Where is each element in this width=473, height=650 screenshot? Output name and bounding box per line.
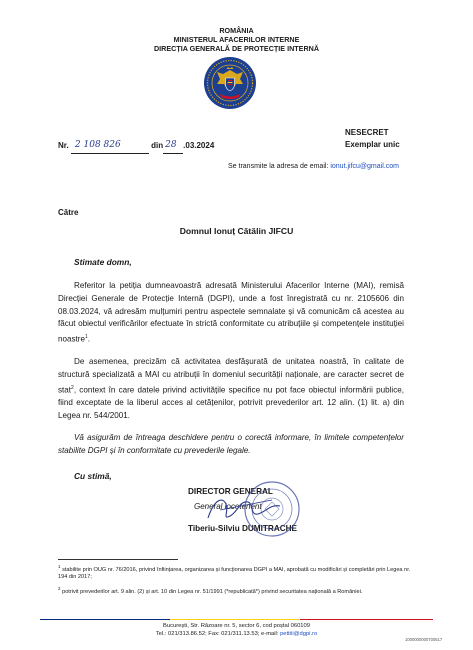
salutation: Stimate domn,	[74, 257, 132, 267]
email-link[interactable]: ionut.jifcu@gmail.com	[330, 163, 399, 170]
signatory-title: DIRECTOR GENERAL	[188, 487, 273, 496]
flag-line-yellow	[170, 619, 300, 620]
footnote-1-number: 1	[58, 564, 61, 569]
catre-label: Către	[58, 208, 79, 217]
closing: Cu stimă,	[74, 471, 112, 481]
footnote-ref-2: 2	[71, 384, 74, 391]
dgpi-crest-logo	[203, 56, 257, 110]
footnote-ref-1: 1	[85, 334, 88, 341]
din-label: din	[151, 141, 164, 150]
footer-contact	[0, 631, 473, 638]
flag-line-red	[300, 619, 433, 620]
official-stamp	[243, 480, 301, 538]
footnote-2	[58, 585, 418, 596]
classification-level: NESECRET	[345, 128, 389, 137]
footer-email-link[interactable]: petitii@dgpi.ro	[280, 631, 318, 637]
addressee-name: Domnul Ionuț Cătălin JIFCU	[179, 226, 294, 236]
paragraph-1-text: Referitor la petiția dumneavoastră adresată Ministerului Afacerilor Interne (MAI), remisă Direcției Generale de Protecție Internă (DGPI), unde a fost înregistrată cu nr. 2105606 din 08.03.2024, vă adresăm mulțumiri pentru aspectele semnalate și vă comunicăm că acestea au făcut obiectul verificărilor efectuate în strictă conformitate cu atribuțiile și competențele instituției noastre	[58, 281, 404, 344]
reference-line	[58, 141, 214, 152]
document-code: 1000000000700517	[405, 637, 443, 642]
footer-contact-text: Tel.: 021/313.86.52; Fax: 021/311.13.53; e-mail:	[155, 631, 279, 637]
header-ministry: MINISTERUL AFACERILOR INTERNE	[173, 35, 300, 44]
paragraph-2	[58, 356, 404, 423]
paragraph-1	[58, 280, 404, 347]
signatory-rank: General locotenent	[194, 502, 262, 511]
footnote-1-text: stabilite prin OUG nr. 76/2016, privind înființarea, organizarea și funcționarea DGPI a MAI, aprobată cu modificări și completări prin Legea nr. 194 din 2017;	[58, 566, 411, 581]
paragraph-2-text-a: De asemenea, precizăm că activitatea desfășurată de unitatea noastră, în calitate de structură specializată a MAI cu atribuții în domeniul securității naționale, are caracter secret de stat	[58, 357, 404, 395]
paragraph-2-text-b: , context în care datele privind activitățile specifice nu pot face obiectul informării publice, fiind exceptate de la liberul acces al cetățenilor, potrivit prevederilor art. 12 alin. (1) lit. a) din Legea nr. 544/2001.	[58, 385, 404, 420]
email-note-prefix: Se transmite la adresa de email:	[228, 163, 329, 170]
footnote-2-number: 2	[58, 586, 61, 591]
header-directorate: DIRECȚIA GENERALĂ DE PROTECȚIE INTERNĂ	[153, 44, 320, 53]
classification-copy: Exemplar unic	[345, 140, 400, 149]
paragraph-1-end: .	[87, 334, 91, 344]
email-note	[228, 163, 399, 170]
footnote-1	[58, 563, 418, 581]
paragraph-3: Vă asigurăm de întreaga deschidere pentru o corectă informare, în limitele competențelor stabilite DGPI și în conformitate cu prevederile legale.	[58, 433, 404, 455]
footer-address: București, Str. Răzoare nr. 5, sector 6, cod poștal 060109	[163, 623, 310, 629]
signatory-name: Tiberiu-Silviu DUMITRACHE	[188, 524, 298, 533]
footnote-separator	[58, 559, 178, 560]
day-field	[163, 140, 183, 154]
date-suffix: .03.2024	[183, 141, 215, 150]
footnote-2-text: potrivit prevederilor art. 9 alin. (2) și art. 10 din Legea nr. 51/1991 (*republicată*) privind securitatea națională a României.	[62, 588, 363, 595]
nr-value-handwritten: 2 108 826	[74, 140, 121, 150]
day-value-handwritten: 28	[165, 140, 177, 150]
header-country: ROMÂNIA	[219, 26, 254, 35]
nr-label: Nr.	[58, 141, 69, 150]
nr-field	[71, 140, 149, 154]
flag-line-blue	[40, 619, 170, 620]
